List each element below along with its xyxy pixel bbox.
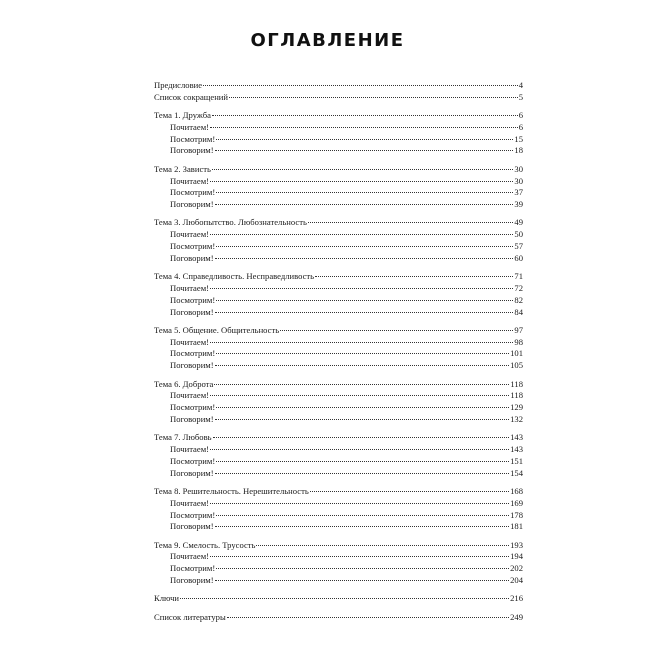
toc-subentry: [154, 122, 523, 134]
dot-leader: [216, 461, 509, 462]
toc-subentry: [154, 348, 523, 360]
toc-subentry: [154, 510, 523, 522]
toc-entry-label: Тема 4. Справедливость. Несправедливость: [154, 271, 315, 282]
toc-entry-label: Тема 1. Дружба: [154, 110, 211, 121]
dot-leader: [215, 312, 514, 313]
toc-page-number: 154: [510, 467, 523, 478]
toc-subentry: [154, 295, 523, 307]
toc-entry-label: Поговорим!: [170, 360, 214, 371]
dot-leader: [216, 246, 513, 247]
toc-entry-label: Предисловие: [154, 80, 203, 90]
dot-leader: [212, 169, 513, 170]
toc-page-number: 143: [510, 432, 523, 443]
toc-subentry: [154, 134, 523, 146]
toc-subentry: [154, 551, 523, 563]
dot-leader: [215, 419, 510, 420]
toc-page-number: 202: [510, 563, 523, 574]
toc-entry: [154, 379, 523, 391]
toc-subentry: [154, 414, 523, 426]
toc-page-number: 71: [514, 271, 523, 282]
toc-entry: [154, 217, 523, 229]
toc-entry-label: Почитаем!: [170, 282, 209, 293]
dot-leader: [210, 288, 513, 289]
toc-subentry: [154, 337, 523, 349]
dot-leader: [216, 515, 509, 516]
toc-entry-label: Посмотрим!: [170, 294, 216, 305]
dot-leader: [216, 192, 513, 193]
toc-entry-label: Посмотрим!: [170, 509, 216, 520]
toc-page-number: 30: [514, 175, 523, 186]
toc-subentry: [154, 187, 523, 199]
toc-entry-label: Почитаем!: [170, 229, 209, 240]
toc-entry: [154, 486, 523, 498]
dot-leader: [308, 222, 514, 223]
toc-subentry: [154, 563, 523, 575]
toc-page-number: 6: [518, 110, 523, 121]
table-of-contents: [154, 80, 523, 630]
toc-group: [154, 164, 523, 211]
toc-page-number: 49: [514, 217, 523, 228]
toc-entry-label: Посмотрим!: [170, 187, 216, 198]
toc-entry-label: Почитаем!: [170, 390, 209, 401]
toc-entry-label: Тема 2. Зависть: [154, 163, 211, 174]
toc-page-number: 57: [514, 241, 523, 252]
dot-leader: [215, 150, 514, 151]
dot-leader: [216, 139, 513, 140]
toc-entry: [154, 92, 523, 104]
toc-page-number: 216: [510, 593, 523, 604]
dot-leader: [180, 598, 509, 599]
toc-entry-label: Посмотрим!: [170, 241, 216, 252]
toc-group: [154, 271, 523, 318]
toc-entry-label: Почитаем!: [170, 497, 209, 508]
toc-page-number: 129: [510, 402, 523, 413]
toc-subentry: [154, 145, 523, 157]
toc-page-number: 37: [514, 187, 523, 198]
dot-leader: [216, 300, 513, 301]
dot-leader: [210, 449, 509, 450]
dot-leader: [212, 115, 518, 116]
toc-group: [154, 486, 523, 533]
toc-entry: [154, 164, 523, 176]
toc-entry-label: Поговорим!: [170, 252, 214, 263]
toc-entry-label: Почитаем!: [170, 551, 209, 562]
toc-entry-label: Почитаем!: [170, 175, 209, 186]
dot-leader: [215, 580, 510, 581]
toc-entry: [154, 612, 523, 624]
toc-group: [154, 80, 523, 104]
toc-entry-label: Поговорим!: [170, 574, 214, 585]
toc-entry-label: Тема 9. Смелость. Трусость: [154, 539, 256, 550]
toc-entry: [154, 271, 523, 283]
dot-leader: [216, 407, 509, 408]
toc-page-number: 105: [510, 360, 523, 371]
toc-group: [154, 325, 523, 372]
toc-group: [154, 540, 523, 587]
toc-page-number: 30: [514, 163, 523, 174]
toc-entry: [154, 540, 523, 552]
toc-page-number: 82: [514, 294, 523, 305]
toc-entry-label: Посмотрим!: [170, 348, 216, 359]
dot-leader: [210, 181, 513, 182]
dot-leader: [215, 258, 514, 259]
toc-entry-label: Тема 5. Общение. Общительность: [154, 324, 280, 335]
toc-page-number: 97: [514, 324, 523, 335]
toc-group: [154, 593, 523, 605]
toc-subentry: [154, 444, 523, 456]
toc-page-number: 15: [514, 133, 523, 144]
dot-leader: [210, 127, 518, 128]
toc-page-number: 6: [518, 121, 523, 132]
toc-entry-label: Тема 3. Любопытство. Любознательность: [154, 217, 307, 228]
toc-subentry: [154, 307, 523, 319]
dot-leader: [214, 384, 509, 385]
toc-group: [154, 217, 523, 264]
dot-leader: [227, 617, 509, 618]
toc-entry-label: Посмотрим!: [170, 402, 216, 413]
page-title: ОГЛАВЛЕНИЕ: [250, 30, 405, 51]
dot-leader: [310, 491, 509, 492]
toc-entry-label: Ключи: [154, 593, 180, 604]
toc-page-number: 84: [514, 306, 523, 317]
dot-leader: [210, 556, 509, 557]
toc-page-number: 194: [510, 551, 523, 562]
toc-entry-label: Почитаем!: [170, 444, 209, 455]
toc-entry-label: Посмотрим!: [170, 563, 216, 574]
toc-entry-label: Поговорим!: [170, 521, 214, 532]
toc-subentry: [154, 402, 523, 414]
dot-leader: [216, 353, 509, 354]
toc-entry-label: Тема 6. Доброта: [154, 378, 214, 389]
toc-entry-label: Тема 7. Любовь: [154, 432, 212, 443]
dot-leader: [315, 276, 513, 277]
toc-page-number: 18: [514, 145, 523, 156]
toc-entry: [154, 110, 523, 122]
toc-entry: [154, 432, 523, 444]
toc-page-number: 178: [510, 509, 523, 520]
toc-group: [154, 110, 523, 157]
toc-entry: [154, 593, 523, 605]
dot-leader: [213, 437, 510, 438]
toc-page-number: 39: [514, 199, 523, 210]
dot-leader: [215, 473, 510, 474]
dot-leader: [256, 545, 509, 546]
toc-page-number: 151: [510, 455, 523, 466]
toc-subentry: [154, 521, 523, 533]
dot-leader: [203, 85, 518, 86]
toc-page-number: 5: [518, 91, 523, 102]
toc-entry: [154, 325, 523, 337]
dot-leader: [229, 97, 518, 98]
toc-subentry: [154, 498, 523, 510]
toc-subentry: [154, 176, 523, 188]
toc-entry-label: Список литературы: [154, 611, 226, 622]
toc-page-number: 132: [510, 413, 523, 424]
toc-entry-label: Поговорим!: [170, 145, 214, 156]
toc-group: [154, 612, 523, 624]
toc-subentry: [154, 283, 523, 295]
dot-leader: [210, 342, 513, 343]
dot-leader: [215, 365, 510, 366]
toc-group: [154, 432, 523, 479]
toc-entry: [154, 80, 523, 92]
toc-page-number: 50: [514, 229, 523, 240]
toc-subentry: [154, 360, 523, 372]
dot-leader: [216, 568, 509, 569]
toc-subentry: [154, 241, 523, 253]
toc-page-number: 143: [510, 444, 523, 455]
toc-page-number: 204: [510, 574, 523, 585]
toc-page-number: 118: [510, 390, 523, 401]
toc-page-number: 4: [518, 80, 523, 90]
dot-leader: [210, 395, 509, 396]
toc-entry-label: Поговорим!: [170, 199, 214, 210]
toc-entry-label: Список сокращений: [154, 91, 228, 102]
dot-leader: [215, 526, 510, 527]
toc-subentry: [154, 456, 523, 468]
toc-page-number: 60: [514, 252, 523, 263]
toc-entry-label: Почитаем!: [170, 336, 209, 347]
toc-subentry: [154, 468, 523, 480]
toc-page-number: 72: [514, 282, 523, 293]
dot-leader: [210, 503, 509, 504]
toc-page-number: 249: [510, 611, 523, 622]
toc-page-number: 168: [510, 485, 523, 496]
toc-page-number: 169: [510, 497, 523, 508]
toc-page-number: 98: [514, 336, 523, 347]
toc-page-number: 118: [510, 378, 523, 389]
toc-entry-label: Посмотрим!: [170, 455, 216, 466]
toc-entry-label: Тема 8. Решительность. Нерешительность: [154, 485, 309, 496]
toc-subentry: [154, 390, 523, 402]
toc-entry-label: Посмотрим!: [170, 133, 216, 144]
toc-entry-label: Поговорим!: [170, 306, 214, 317]
dot-leader: [210, 234, 513, 235]
toc-subentry: [154, 575, 523, 587]
toc-entry-label: Поговорим!: [170, 413, 214, 424]
toc-page-number: 101: [510, 348, 523, 359]
toc-entry-label: Поговорим!: [170, 467, 214, 478]
toc-entry-label: Почитаем!: [170, 121, 209, 132]
toc-page-number: 181: [510, 521, 523, 532]
toc-page-number: 193: [510, 539, 523, 550]
toc-group: [154, 379, 523, 426]
toc-subentry: [154, 253, 523, 265]
dot-leader: [280, 330, 513, 331]
dot-leader: [215, 204, 514, 205]
toc-subentry: [154, 229, 523, 241]
toc-subentry: [154, 199, 523, 211]
